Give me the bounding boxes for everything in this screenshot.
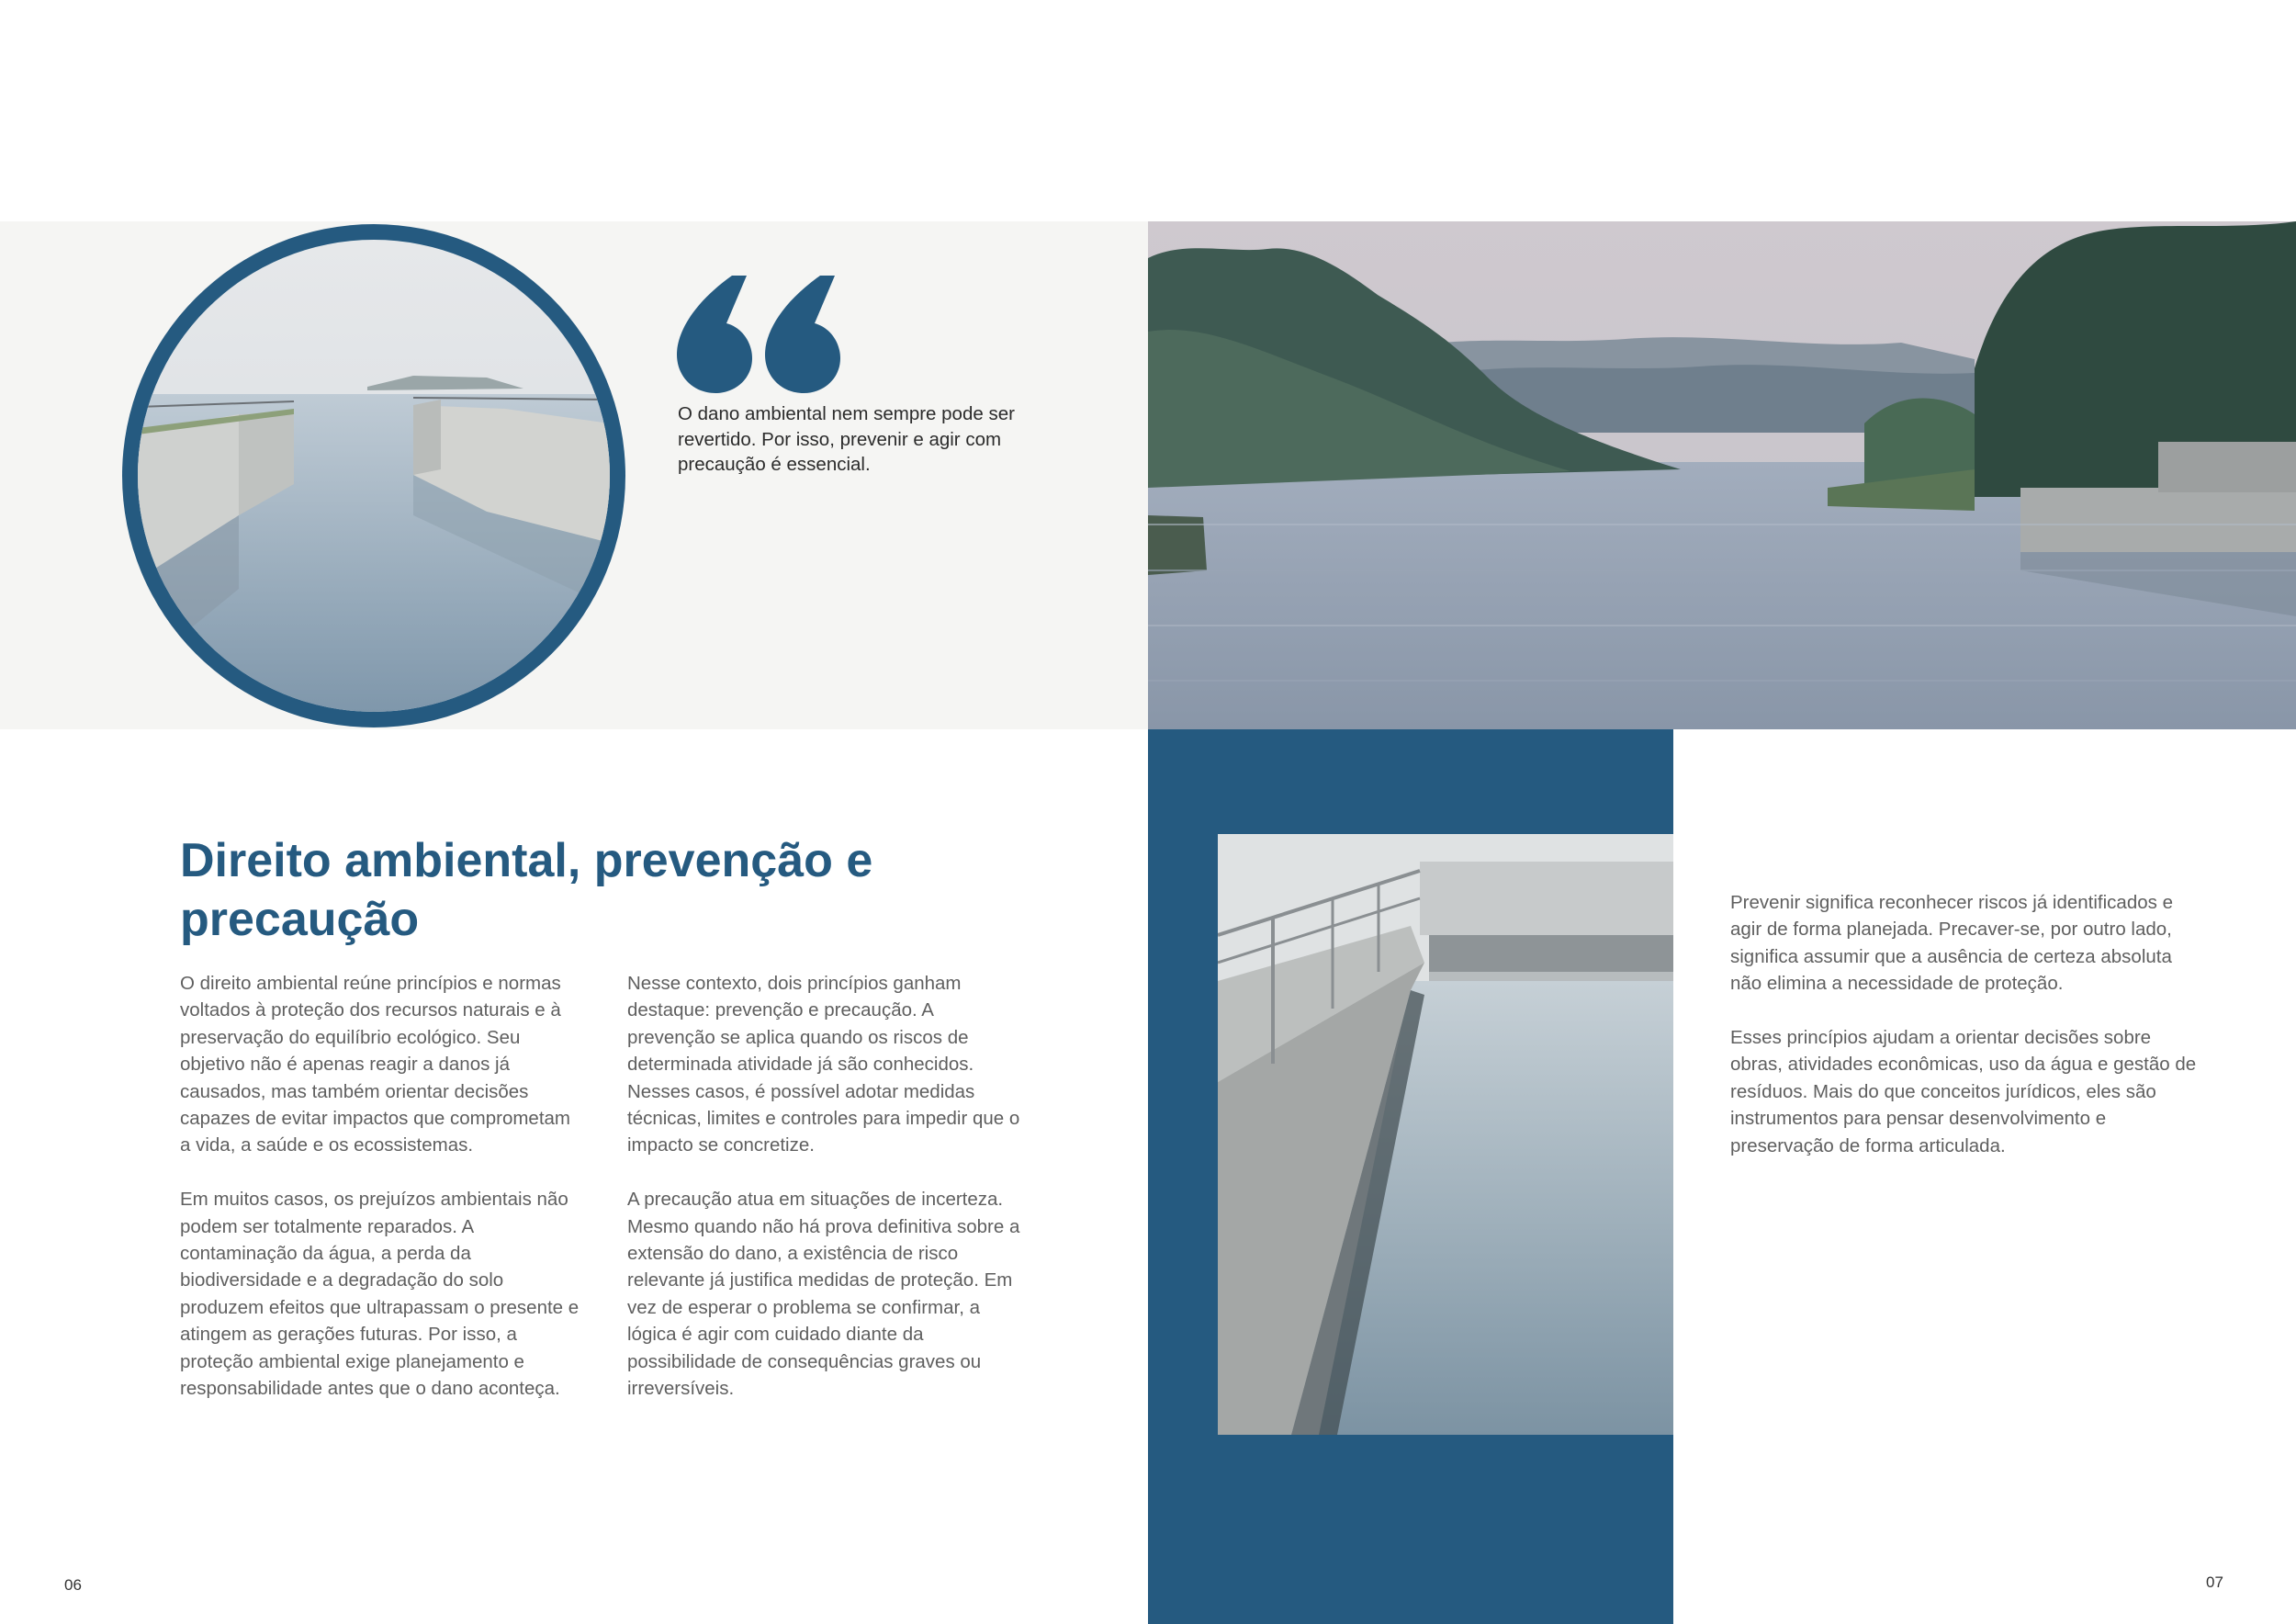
paragraph: Esses princípios ajudam a orientar decisões sobre obras, atividades econômicas, uso da água e gestão de resíduos. Mais do que conceitos jurídicos, eles são instrumentos para pensar desenvolvimento e preservação de forma articulada. [1730,1027,2197,1156]
body-column-left [180,970,584,1429]
page-number-right: 07 [2206,1573,2223,1591]
pull-quote: O dano ambiental nem sempre pode ser revertido. Por isso, prevenir e agir com precaução é essencial. [678,403,1015,475]
paragraph: Nesse contexto, dois princípios ganham destaque: prevenção e precaução. A prevenção se aplica quando os riscos de determinada atividade já são conhecidos. Nesses casos, é possível adotar medidas técnicas, limites e controles para impedir que o impacto se concretize. [627,973,1020,1156]
paragraph: Prevenir significa reconhecer riscos já identificados e agir de forma planejada. Precaver-se, por outro lado, significa assumir que a ausência de certeza absoluta não elimina a necessidade de proteção. [1730,892,2173,995]
dam-photo [138,240,610,712]
quote-mark-icon [675,276,840,395]
lake-photo [1148,221,2296,729]
page-number-left: 06 [64,1576,82,1594]
section-heading: Direito ambiental, prevenção e precaução [180,834,873,946]
paragraph: Em muitos casos, os prejuízos ambientais não podem ser totalmente reparados. A contaminação da água, a perda da biodiversidade e a degradação do solo produzem efeitos que ultrapassam o presente e atingem as gerações futuras. Por isso, a proteção ambiental exige planejamento e responsabilidade antes que o dano aconteça. [180,1189,580,1400]
paragraph: O direito ambiental reúne princípios e normas voltados à proteção dos recursos naturais e à preservação do equilíbrio ecológico. Seu objetivo não é apenas reagir a danos já causados, mas também orientar decisões capazes de evitar impactos que comprometam a vida, a saúde e os ecossistemas. [180,973,571,1156]
circle-photo-frame [122,224,625,727]
body-column-middle [627,970,1022,1429]
canal-photo [1218,834,1673,1435]
paragraph: A precaução atua em situações de incerteza. Mesmo quando não há prova definitiva sobre a extensão do dano, a existência de risco relevante já justifica medidas de proteção. Em vez de esperar o problema se confirmar, a lógica é agir com cuidado diante da possibilidade de consequências graves ou irreversíveis. [627,1189,1020,1400]
body-column-right [1730,889,2208,1186]
